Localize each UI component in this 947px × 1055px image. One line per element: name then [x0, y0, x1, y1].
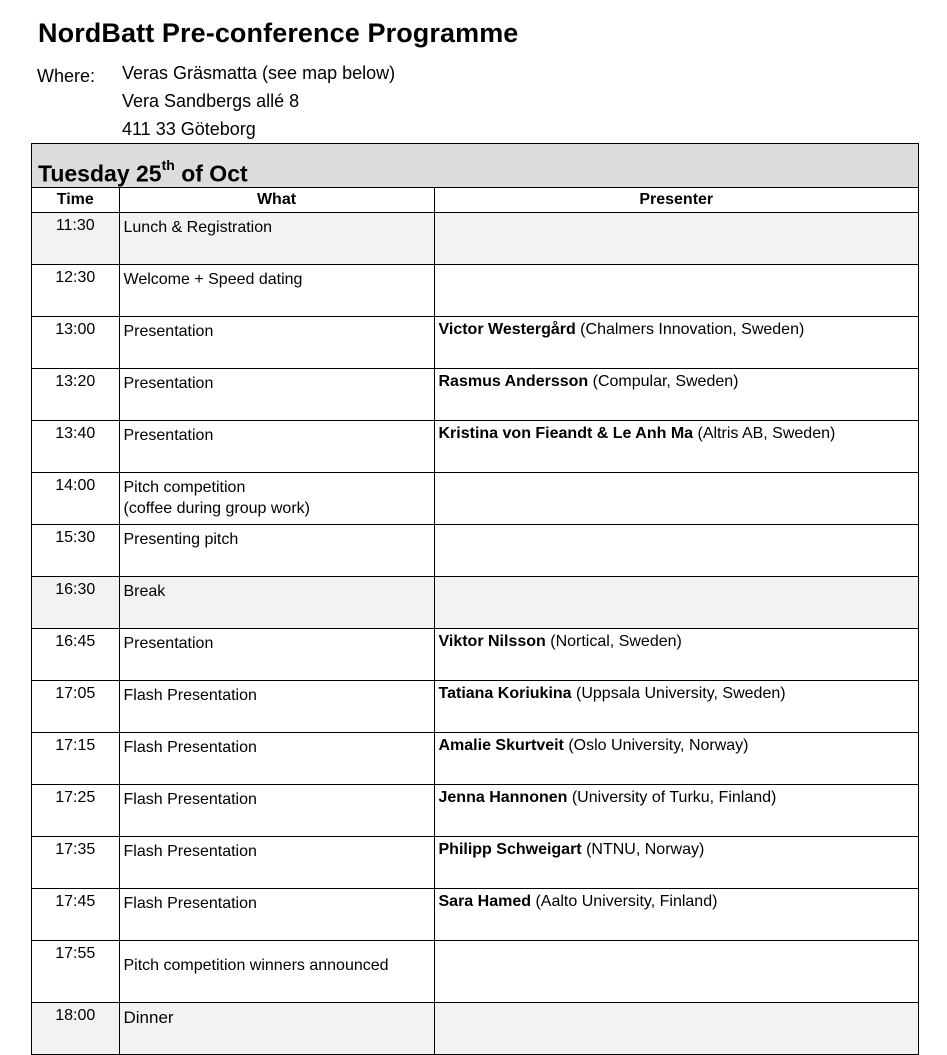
presenter-cell — [434, 577, 918, 629]
table-row — [32, 785, 918, 837]
what-cell: Presentation — [119, 369, 434, 421]
presenter-cell — [434, 317, 918, 369]
what-cell: Pitch competition winners announced — [119, 941, 434, 1003]
time-cell: 15:30 — [32, 525, 119, 577]
day-prefix: Tuesday 25 — [38, 160, 162, 187]
time-cell: 17:05 — [32, 681, 119, 733]
presenter-affiliation: (Compular, Sweden) — [588, 373, 739, 390]
time-cell: 17:55 — [32, 941, 119, 1003]
venue-street: Vera Sandbergs allé 8 — [122, 91, 300, 111]
what-cell: Flash Presentation — [119, 889, 434, 941]
table-row — [32, 421, 918, 473]
time-cell: 18:00 — [32, 1003, 119, 1055]
day-ordinal: th — [161, 157, 175, 173]
presenter-cell — [434, 681, 918, 733]
presenter-cell — [434, 1003, 918, 1055]
time-cell: 13:20 — [32, 369, 119, 421]
what-cell: Flash Presentation — [119, 681, 434, 733]
what-cell: Flash Presentation — [119, 837, 434, 889]
table-row — [32, 733, 918, 785]
table-row — [32, 473, 918, 525]
table-row — [32, 889, 918, 941]
time-cell: 16:45 — [32, 629, 119, 681]
presenter-name: Philipp Schweigart — [438, 841, 582, 858]
where-label: Where: — [37, 66, 96, 86]
presenter-name: Victor Westergård — [438, 321, 576, 338]
what-column-header: What — [119, 188, 434, 213]
what-cell: Flash Presentation — [119, 785, 434, 837]
presenter-cell — [434, 525, 918, 577]
time-cell: 11:30 — [32, 213, 119, 265]
presenter-affiliation: (Uppsala University, Sweden) — [571, 685, 786, 702]
what-cell: Presentation — [119, 421, 434, 473]
time-cell: 14:00 — [32, 473, 119, 525]
table-row — [32, 265, 918, 317]
table-row — [32, 837, 918, 889]
presenter-name: Tatiana Koriukina — [438, 685, 572, 702]
what-cell — [119, 473, 434, 525]
table-row — [32, 369, 918, 421]
schedule-table — [31, 143, 919, 1055]
presenter-cell — [434, 369, 918, 421]
header-row — [32, 188, 918, 213]
presenter-column-header: Presenter — [434, 188, 918, 213]
table-row — [32, 941, 918, 1003]
schedule-grid — [32, 188, 918, 1054]
time-column-header: Time — [32, 188, 119, 213]
presenter-cell — [434, 629, 918, 681]
time-cell: 13:00 — [32, 317, 119, 369]
table-row — [32, 629, 918, 681]
table-row — [32, 681, 918, 733]
table-row — [32, 317, 918, 369]
venue-name: Veras Gräsmatta (see map below) — [122, 63, 396, 83]
presenter-affiliation: (NTNU, Norway) — [581, 841, 705, 858]
presenter-cell — [434, 473, 918, 525]
presenter-name: Viktor Nilsson — [438, 633, 546, 650]
presenter-name: Jenna Hannonen — [438, 789, 568, 806]
time-cell: 16:30 — [32, 577, 119, 629]
table-row — [32, 577, 918, 629]
presenter-name: Amalie Skurtveit — [438, 737, 564, 754]
what-cell: Lunch & Registration — [119, 213, 434, 265]
presenter-cell — [434, 837, 918, 889]
what-note: (coffee during group work) — [123, 500, 310, 517]
presenter-cell — [434, 785, 918, 837]
what-cell: Dinner — [119, 1003, 434, 1055]
table-row — [32, 1003, 918, 1055]
what-cell: Presentation — [119, 629, 434, 681]
presenter-affiliation: (University of Turku, Finland) — [567, 789, 777, 806]
what-cell: Welcome + Speed dating — [119, 265, 434, 317]
time-cell: 17:25 — [32, 785, 119, 837]
venue-city: 411 33 Göteborg — [122, 119, 256, 139]
presenter-cell — [434, 421, 918, 473]
what-cell: Presenting pitch — [119, 525, 434, 577]
presenter-name: Kristina von Fieandt & Le Anh Ma — [438, 425, 694, 442]
presenter-cell — [434, 213, 918, 265]
day-header — [32, 144, 918, 188]
presenter-name: Rasmus Andersson — [438, 373, 589, 390]
presenter-affiliation: (Nortical, Sweden) — [545, 633, 682, 650]
what-cell: Flash Presentation — [119, 733, 434, 785]
presenter-cell — [434, 265, 918, 317]
presenter-cell — [434, 733, 918, 785]
time-cell: 17:45 — [32, 889, 119, 941]
presenter-affiliation: (Chalmers Innovation, Sweden) — [575, 321, 805, 338]
time-cell: 12:30 — [32, 265, 119, 317]
presenter-affiliation: (Oslo University, Norway) — [563, 737, 749, 754]
day-suffix: of Oct — [174, 160, 248, 187]
presenter-cell — [434, 889, 918, 941]
page-title: NordBatt Pre-conference Programme — [38, 18, 519, 48]
presenter-affiliation: (Altris AB, Sweden) — [693, 425, 836, 442]
presenter-affiliation: (Aalto University, Finland) — [531, 893, 718, 910]
what-cell: Presentation — [119, 317, 434, 369]
table-row — [32, 213, 918, 265]
time-cell: 17:15 — [32, 733, 119, 785]
what-line: Pitch competition — [123, 479, 246, 496]
presenter-cell — [434, 941, 918, 1003]
what-cell: Break — [119, 577, 434, 629]
presenter-name: Sara Hamed — [438, 893, 531, 910]
table-row — [32, 525, 918, 577]
time-cell: 13:40 — [32, 421, 119, 473]
time-cell: 17:35 — [32, 837, 119, 889]
